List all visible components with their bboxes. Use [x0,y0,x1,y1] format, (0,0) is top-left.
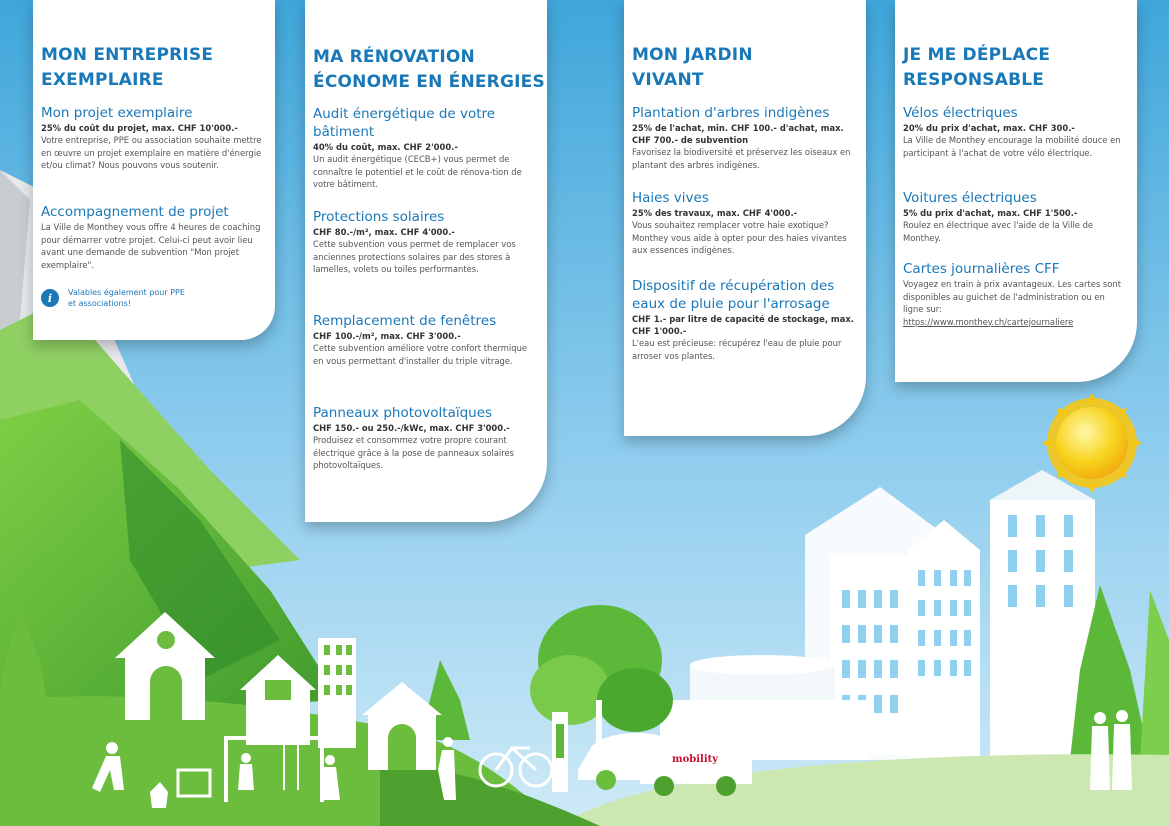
section-amount: 40% du coût, max. CHF 2'000.- [313,142,458,152]
card-mon-entreprise [33,0,275,340]
section-amount: 5% du prix d'achat, max. CHF 1'500.- [903,208,1078,218]
info-icon: i [41,289,59,307]
section-accompagnement [41,203,265,271]
info-note: i Valables également pour PPE et associations! [41,287,185,309]
section-heading: Plantation d'arbres indigènes [632,105,830,121]
section-body: Cette subvention améliore votre confort thermique en vous permettant d'installer du triple vitrage. [313,343,528,366]
card-je-me-deplace [895,0,1137,382]
section-heading: Panneaux photovoltaïques [313,405,493,421]
section-arbres [632,104,856,171]
section-audit [313,105,537,191]
cff-link[interactable]: https://www.monthey.ch/cartejournaliere [903,316,1074,327]
card-ma-renovation [305,0,547,522]
section-heading: Remplacement de fenêtres [313,313,497,329]
section-voitures [903,189,1127,244]
section-amount: CHF 80.-/m², max. CHF 4'000.- [313,227,455,237]
section-heading: Vélos électriques [903,105,1018,121]
section-heading: Accompagnement de projet [41,204,229,220]
card-title: MON JARDIN VIVANT [632,45,753,90]
section-body: Un audit énergétique (CECB+) vous permet de connaître le potentiel et le coût de rénova-tion de votre bâtiment. [313,154,522,189]
section-heading: Voitures électriques [903,190,1037,206]
section-heading: Mon projet exemplaire [41,105,193,121]
car-brand-logo: mobility [672,754,719,765]
section-cartes-cff [903,260,1127,328]
section-heading: Audit énergétique de votre bâtiment [313,106,496,140]
section-photovoltaique [313,404,537,472]
section-amount: 25% du coût du projet, max. CHF 10'000.- [41,123,238,133]
card-mon-jardin [624,0,866,436]
card-title: MA RÉNOVATION ÉCONOME EN ÉNERGIES [313,47,545,92]
card-title: MON ENTREPRISE EXEMPLAIRE [41,45,214,90]
section-heading: Cartes journalières CFF [903,261,1060,277]
section-protections-solaires [313,208,537,276]
section-body: Produisez et consommez votre propre courant électrique grâce à la pose de panneaux solaires photovoltaïques. [313,435,515,470]
cars [578,733,752,796]
section-body: Roulez en électrique avec l'aide de la Ville de Monthey. [903,220,1094,243]
section-amount: CHF 150.- ou 250.-/kWc, max. CHF 3'000.- [313,423,510,433]
section-amount: CHF 100.-/m², max. CHF 3'000.- [313,331,461,341]
section-body: La Ville de Monthey encourage la mobilité douce en participant à l'achat de votre vélo électrique. [903,135,1121,158]
section-amount: CHF 1.- par litre de capacité de stockage, max. CHF 1'000.- [632,314,854,336]
section-body: Votre entreprise, PPE ou association souhaite mettre en œuvre un projet exemplaire en matière d'énergie et/ou climat? Nous pouvons vous soutenir. [41,135,262,170]
section-fenetres [313,312,537,367]
section-velos [903,104,1127,159]
section-body: Voyagez en train à prix avantageux. Les cartes sont disponibles au guichet de l'administration ou en ligne sur: [903,279,1122,314]
section-body: Vous souhaitez remplacer votre haie exotique? Monthey vous aide à opter pour des haies vivantes aux essences indigènes. [632,220,847,255]
section-haies [632,189,856,257]
section-eaux-pluie [632,277,856,362]
card-title: JE ME DÉPLACE RESPONSABLE [903,45,1051,90]
section-body: Favorisez la biodiversité et préservez les oiseaux en plantant des arbres indigènes. [632,147,851,170]
section-heading: Dispositif de récupération des eaux de pluie pour l'arrosage [632,278,835,312]
section-body: La Ville de Monthey vous offre 4 heures de coaching pour démarrer votre projet. Celui-ci peut avoir lieu avant une demande de subvention "Mon projet exemplaire". [41,222,261,270]
section-amount: 25% de l'achat, min. CHF 100.- d'achat, max. CHF 700.- de subvention [632,123,844,145]
section-heading: Haies vives [632,190,709,206]
section-amount: 25% des travaux, max. CHF 4'000.- [632,208,798,218]
section-amount: 20% du prix d'achat, max. CHF 300.- [903,123,1075,133]
section-projet-exemplaire [41,104,265,172]
section-heading: Protections solaires [313,209,445,225]
section-body: Cette subvention vous permet de remplacer vos anciennes protections solaires par des stores à lamelles, volets ou toiles performantes. [313,239,516,274]
section-body: L'eau est précieuse: récupérez l'eau de pluie pour arroser vos plantes. [632,338,842,361]
sun [1042,393,1142,493]
